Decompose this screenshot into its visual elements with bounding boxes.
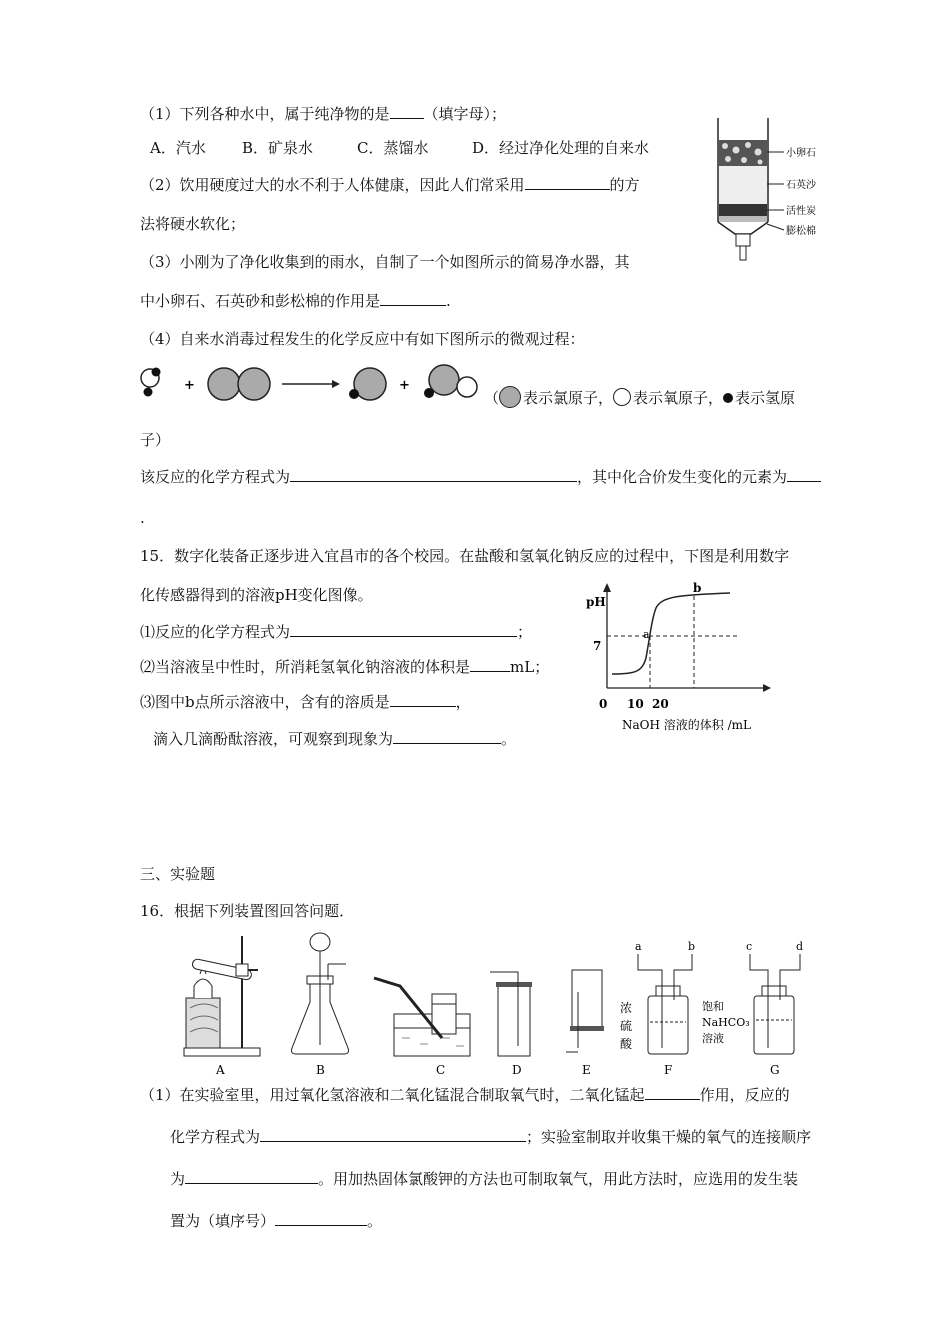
apparatus-diagram (180, 930, 820, 1080)
option-d: D．经过净化处理的自来水 (472, 139, 650, 157)
x-axis-label: NaOH 溶液的体积 /mL (622, 718, 751, 732)
answer-blank[interactable] (390, 692, 456, 707)
q14-part1: （1）下列各种水中，属于纯净物的是 （填字母）； (140, 105, 507, 123)
label-c: C (436, 1063, 446, 1077)
x-tick-10: 10 (627, 697, 644, 711)
option-b: B．矿泉水 (242, 139, 314, 157)
q15-sub1: ⑴反应的化学方程式为 ； (140, 623, 533, 641)
port-c: c (746, 940, 753, 953)
q16-part1-line1: （1）在实验室里，用过氧化氢溶液和二氧化锰混合制取氧气时，二氧化锰起 作用，反应的 (140, 1086, 790, 1104)
q15-sub2: ⑵当溶液呈中性时，所消耗氢氧化钠溶液的体积是 mL； (140, 658, 550, 676)
q16-prompt: 16．根据下列装置图回答问题． (140, 902, 355, 920)
q15-sub4: 滴入几滴酚酞溶液，可观察到现象为 。 (153, 730, 517, 748)
label-quartz-sand: 石英沙 (786, 180, 816, 191)
svg-text:硫: 硫 (620, 1019, 633, 1033)
apparatus-c (374, 978, 470, 1056)
hydrogen-atom-icon (723, 393, 733, 403)
option-c: C．蒸馏水 (357, 139, 429, 157)
answer-blank[interactable] (393, 729, 501, 744)
x-tick-20: 20 (652, 697, 669, 711)
q15-line2: 化传感器得到的溶液pH变化图像。 (140, 586, 373, 604)
ph-titration-graph (580, 578, 780, 738)
legend-continued: 子） (140, 431, 171, 449)
apparatus-a (184, 936, 260, 1056)
option-a: A．汽水 (150, 139, 206, 157)
oxygen-atom-icon (613, 388, 631, 406)
label-e: E (582, 1063, 591, 1077)
reaction-legend: （ 表示氯原子， 表示氧原子， 表示氢原 (484, 386, 795, 408)
q16-part1-line4: 置为（填序号） 。 (170, 1212, 383, 1230)
port-d: d (796, 940, 804, 953)
apparatus-f (620, 940, 695, 1054)
answer-blank[interactable] (470, 657, 510, 672)
chlorine-atom-icon (499, 386, 521, 408)
answer-blank[interactable] (185, 1169, 318, 1184)
q14-equation-line: 该反应的化学方程式为 ，其中化合价发生变化的元素为 (140, 467, 821, 487)
answer-blank[interactable] (525, 175, 610, 190)
label-pebbles: 小卵石 (786, 148, 816, 159)
plus-sign: + (399, 378, 410, 393)
apparatus-e (566, 970, 604, 1052)
plus-sign: + (184, 378, 195, 393)
label-f: F (664, 1063, 673, 1077)
point-b-label: b (693, 581, 702, 595)
q16-part1-line3: 为 。用加热固体氯酸钾的方法也可制取氧气，用此方法时，应选用的发生装 (170, 1170, 799, 1188)
q14-part2-line1: （2）饮用硬度过大的水不利于人体健康，因此人们常采用 的方 (140, 176, 640, 194)
y-axis-label: pH (586, 595, 606, 609)
q15-sub3: ⑶图中b点所示溶液中，含有的溶质是 ， (140, 693, 471, 711)
q14-part4: （4）自来水消毒过程发生的化学反应中有如下图所示的微观过程： (140, 330, 585, 348)
answer-blank[interactable] (787, 467, 821, 482)
apparatus-g (702, 940, 803, 1054)
label-d: D (512, 1063, 522, 1077)
label-a: A (216, 1063, 225, 1077)
answer-blank[interactable] (645, 1085, 700, 1100)
label-cotton: 膨松棉 (786, 226, 816, 237)
y-tick-7: 7 (593, 639, 602, 653)
q14-end-dot: . (140, 509, 145, 527)
svg-text:溶液: 溶液 (702, 1032, 724, 1045)
q16-part1-line2: 化学方程式为 ；实验室制取并收集干燥的氧气的连接顺序 (170, 1128, 812, 1146)
label-g: G (770, 1063, 780, 1077)
svg-text:饱和: 饱和 (702, 1000, 724, 1013)
reaction-diagram (132, 362, 492, 404)
answer-blank[interactable] (260, 1127, 526, 1142)
answer-blank[interactable] (290, 467, 577, 482)
port-a: a (635, 940, 642, 953)
x-tick-0: 0 (599, 697, 608, 711)
answer-blank[interactable] (390, 104, 424, 119)
apparatus-d (490, 972, 532, 1056)
q14-part3-line1: （3）小刚为了净化收集到的雨水，自制了一个如图所示的简易净水器，其 (140, 253, 630, 271)
label-b: B (316, 1063, 325, 1077)
apparatus-b (292, 933, 349, 1054)
label-activated-carbon: 活性炭 (786, 206, 816, 217)
q15-line1: 15．数字化装备正逐步进入宜昌市的各个校园。在盐酸和氢氧化钠反应的过程中，下图是利用数字 (140, 547, 790, 565)
section-title: 三、实验题 (140, 865, 216, 883)
svg-text:浓: 浓 (620, 1001, 633, 1015)
water-filter-diagram (700, 112, 830, 272)
q14-part2-line2: 法将硬水软化； (140, 215, 246, 233)
point-a-label: a (643, 628, 650, 641)
answer-blank[interactable] (290, 622, 517, 637)
svg-text:酸: 酸 (620, 1037, 633, 1051)
svg-text:NaHCO₃: NaHCO₃ (702, 1016, 750, 1029)
q14-part3-line2: 中小卵石、石英砂和彭松棉的作用是 . (140, 292, 451, 310)
answer-blank[interactable] (275, 1211, 367, 1226)
q14-options (150, 138, 649, 158)
answer-blank[interactable] (380, 291, 446, 306)
port-b: b (688, 940, 696, 953)
